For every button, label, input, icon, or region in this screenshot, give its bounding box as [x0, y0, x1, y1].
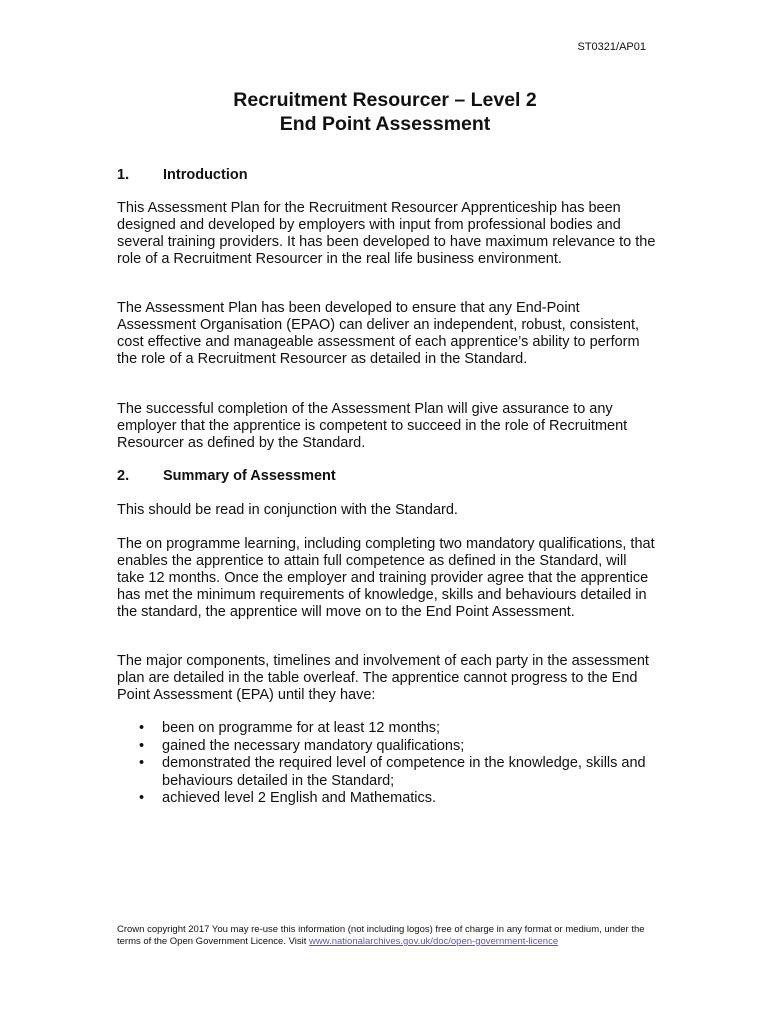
section-title: Summary of Assessment	[163, 468, 336, 484]
section-number: 2.	[117, 468, 130, 484]
page-title	[0, 88, 770, 136]
bullet-icon: •	[139, 720, 145, 736]
list-item	[117, 720, 657, 738]
list-item-text: demonstrated the required level of competence in the knowledge, skills and behaviours detailed in the Standard;	[162, 755, 646, 789]
title-line-2: End Point Assessment	[279, 113, 491, 135]
title-line-1: Recruitment Resourcer – Level 2	[233, 89, 537, 111]
footer-text: Crown copyright 2017 You may re-use this information (not including logos) free of charge in any format or medium, under the terms of the Open Government Licence. Visit	[117, 924, 645, 947]
bullet-icon: •	[139, 737, 145, 754]
section-title: Introduction	[163, 167, 248, 183]
paragraph: The major components, timelines and involvement of each party in the assessment plan are detailed in the table overleaf. The apprentice cannot progress to the End Point Assessment (EPA) until they have:	[117, 653, 649, 703]
paragraph: The Assessment Plan has been developed to ensure that any End-Point Assessment Organisation (EPAO) can deliver an independent, robust, consistent, cost effective and manageable assessment of each apprentice’s ability to perform the role of a Recruitment Resourcer as detailed in the Standard.	[117, 300, 640, 367]
list-item	[117, 755, 657, 790]
document-code: ST0321/AP01	[577, 41, 646, 53]
requirements-list	[117, 720, 657, 808]
list-item-text: been on programme for at least 12 months;	[162, 720, 441, 736]
licence-link[interactable]: www.nationalarchives.gov.uk/doc/open-government-licence	[309, 936, 559, 947]
section-heading-introduction	[117, 166, 248, 184]
section-heading-summary	[117, 467, 336, 485]
footer-licence-notice	[117, 924, 657, 948]
paragraph: The on programme learning, including completing two mandatory qualifications, that enables the apprentice to attain full competence as defined in the Standard, will take 12 months. Once the employer and training provider agree that the apprentice has met the minimum requirements of knowledge, skills and behaviours detailed in the standard, the apprentice will move on to the End Point Assessment.	[117, 536, 655, 620]
bullet-icon: •	[139, 755, 145, 771]
list-item	[117, 738, 657, 756]
list-item	[117, 790, 657, 808]
section-number: 1.	[117, 167, 130, 183]
list-item-text: achieved level 2 English and Mathematics.	[162, 790, 437, 806]
bullet-icon: •	[139, 790, 145, 806]
paragraph: The successful completion of the Assessment Plan will give assurance to any employer that the apprentice is competent to succeed in the role of Recruitment Resourcer as defined by the Standard.	[117, 401, 628, 451]
paragraph: This Assessment Plan for the Recruitment Resourcer Apprenticeship has been designed and developed by employers with input from professional bodies and several training providers. It has been developed to have maximum relevance to the role of a Recruitment Resourcer in the real life business environment.	[117, 200, 656, 267]
paragraph: This should be read in conjunction with the Standard.	[117, 502, 458, 518]
list-item-text: gained the necessary mandatory qualifications;	[162, 737, 465, 754]
